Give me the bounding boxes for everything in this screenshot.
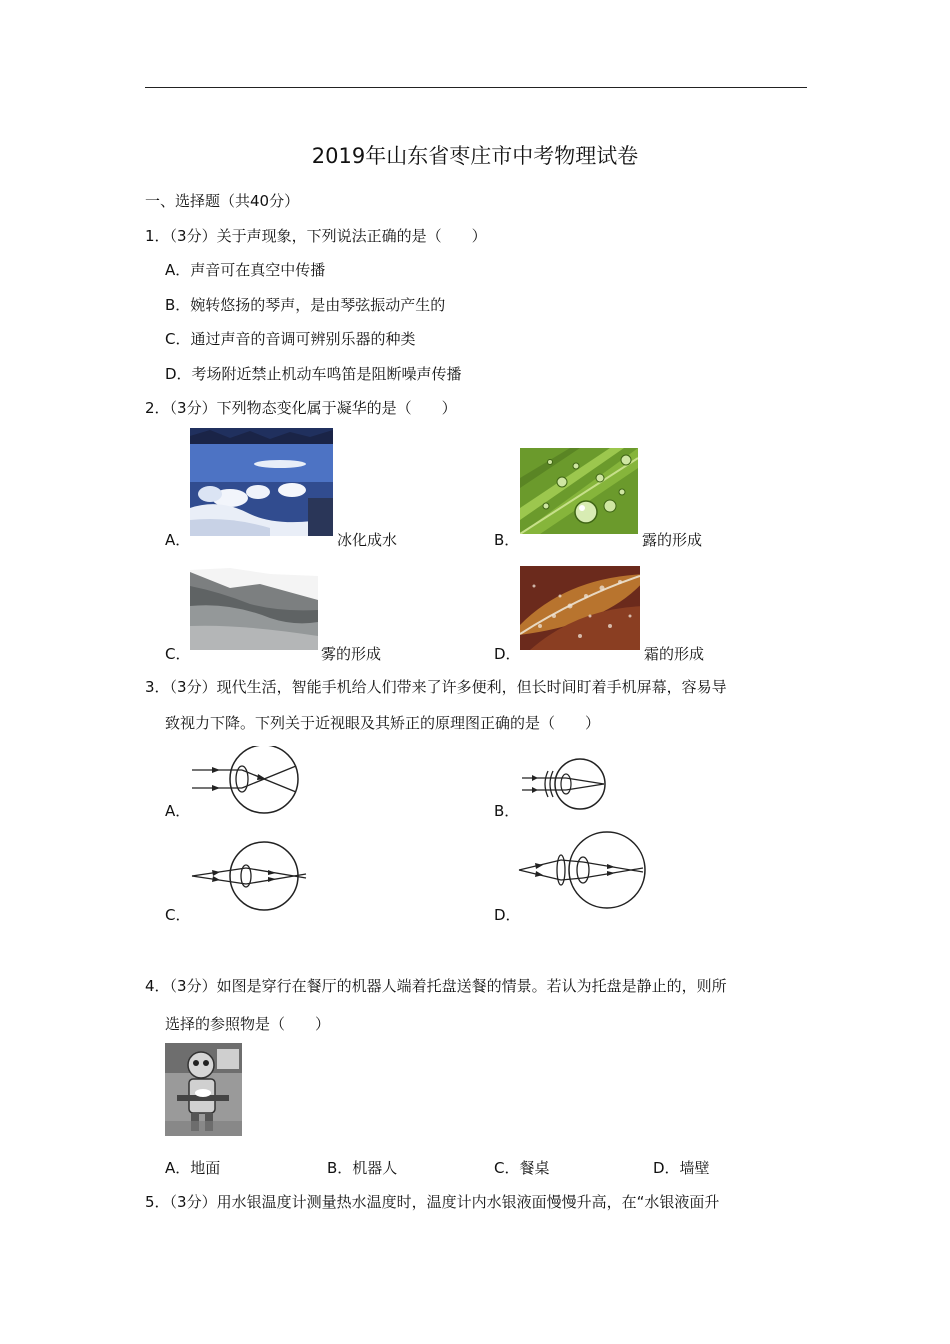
q3-stem-line2: 致视力下降。下列关于近视眼及其矫正的原理图正确的是（ ） — [165, 714, 601, 732]
q4-option-b: B．机器人 — [327, 1159, 398, 1177]
q3-stem-line1: 3．（3分）现代生活，智能手机给人们带来了许多便利，但长时间盯着手机屏幕，容易导 — [145, 678, 727, 696]
q5-stem: 5．（3分）用水银温度计测量热水温度时，温度计内水银液面慢慢升高，在“水银液面升 — [145, 1193, 720, 1211]
q3-option-a: A． — [165, 802, 191, 820]
q2-option-c-letter: C． — [165, 645, 191, 663]
fog-mountain-photo — [190, 566, 318, 650]
q4-option-d: D．墙壁 — [653, 1159, 710, 1177]
q2-option-a-letter: A． — [165, 531, 191, 549]
q3-option-d: D． — [494, 906, 521, 924]
dew-leaf-photo — [520, 448, 638, 534]
eye-diagram-c — [190, 840, 310, 912]
eye-diagram-a — [190, 746, 305, 816]
frost-leaf-photo — [520, 566, 640, 650]
q1-stem: 1．（3分）关于声现象，下列说法正确的是（ ） — [145, 227, 487, 245]
q2-option-a-text: 冰化成水 — [337, 531, 398, 549]
section-heading: 一、选择题（共40分） — [145, 192, 300, 210]
q1-option-b: B．婉转悠扬的琴声，是由琴弦振动产生的 — [165, 296, 446, 314]
q2-option-b-letter: B． — [494, 531, 520, 549]
q4-stem-line2: 选择的参照物是（ ） — [165, 1015, 331, 1033]
q4-option-c: C．餐桌 — [494, 1159, 550, 1177]
q2-option-d-letter: D． — [494, 645, 521, 663]
q4-stem-line1: 4．（3分）如图是穿行在餐厅的机器人端着托盘送餐的情景。若认为托盘是静止的，则所 — [145, 977, 727, 995]
q3-option-b: B． — [494, 802, 520, 820]
q2-stem: 2．（3分）下列物态变化属于凝华的是（ ） — [145, 399, 457, 417]
ice-river-photo — [190, 428, 333, 536]
eye-diagram-b — [520, 756, 610, 812]
q1-option-c: C．通过声音的音调可辨别乐器的种类 — [165, 330, 416, 348]
q1-option-a: A．声音可在真空中传播 — [165, 261, 326, 279]
restaurant-robot-photo — [165, 1043, 242, 1136]
q4-option-a: A．地面 — [165, 1159, 221, 1177]
page-title: 2019年山东省枣庄市中考物理试卷 — [311, 144, 639, 168]
header-rule — [145, 87, 807, 88]
q2-option-b-text: 露的形成 — [642, 531, 703, 549]
q2-option-c-text: 雾的形成 — [321, 645, 382, 663]
q2-option-d-text: 霜的形成 — [644, 645, 705, 663]
q3-option-c: C． — [165, 906, 191, 924]
q1-option-d: D．考场附近禁止机动车鸣笛是阻断噪声传播 — [165, 365, 462, 383]
eye-diagram-d — [517, 826, 649, 910]
